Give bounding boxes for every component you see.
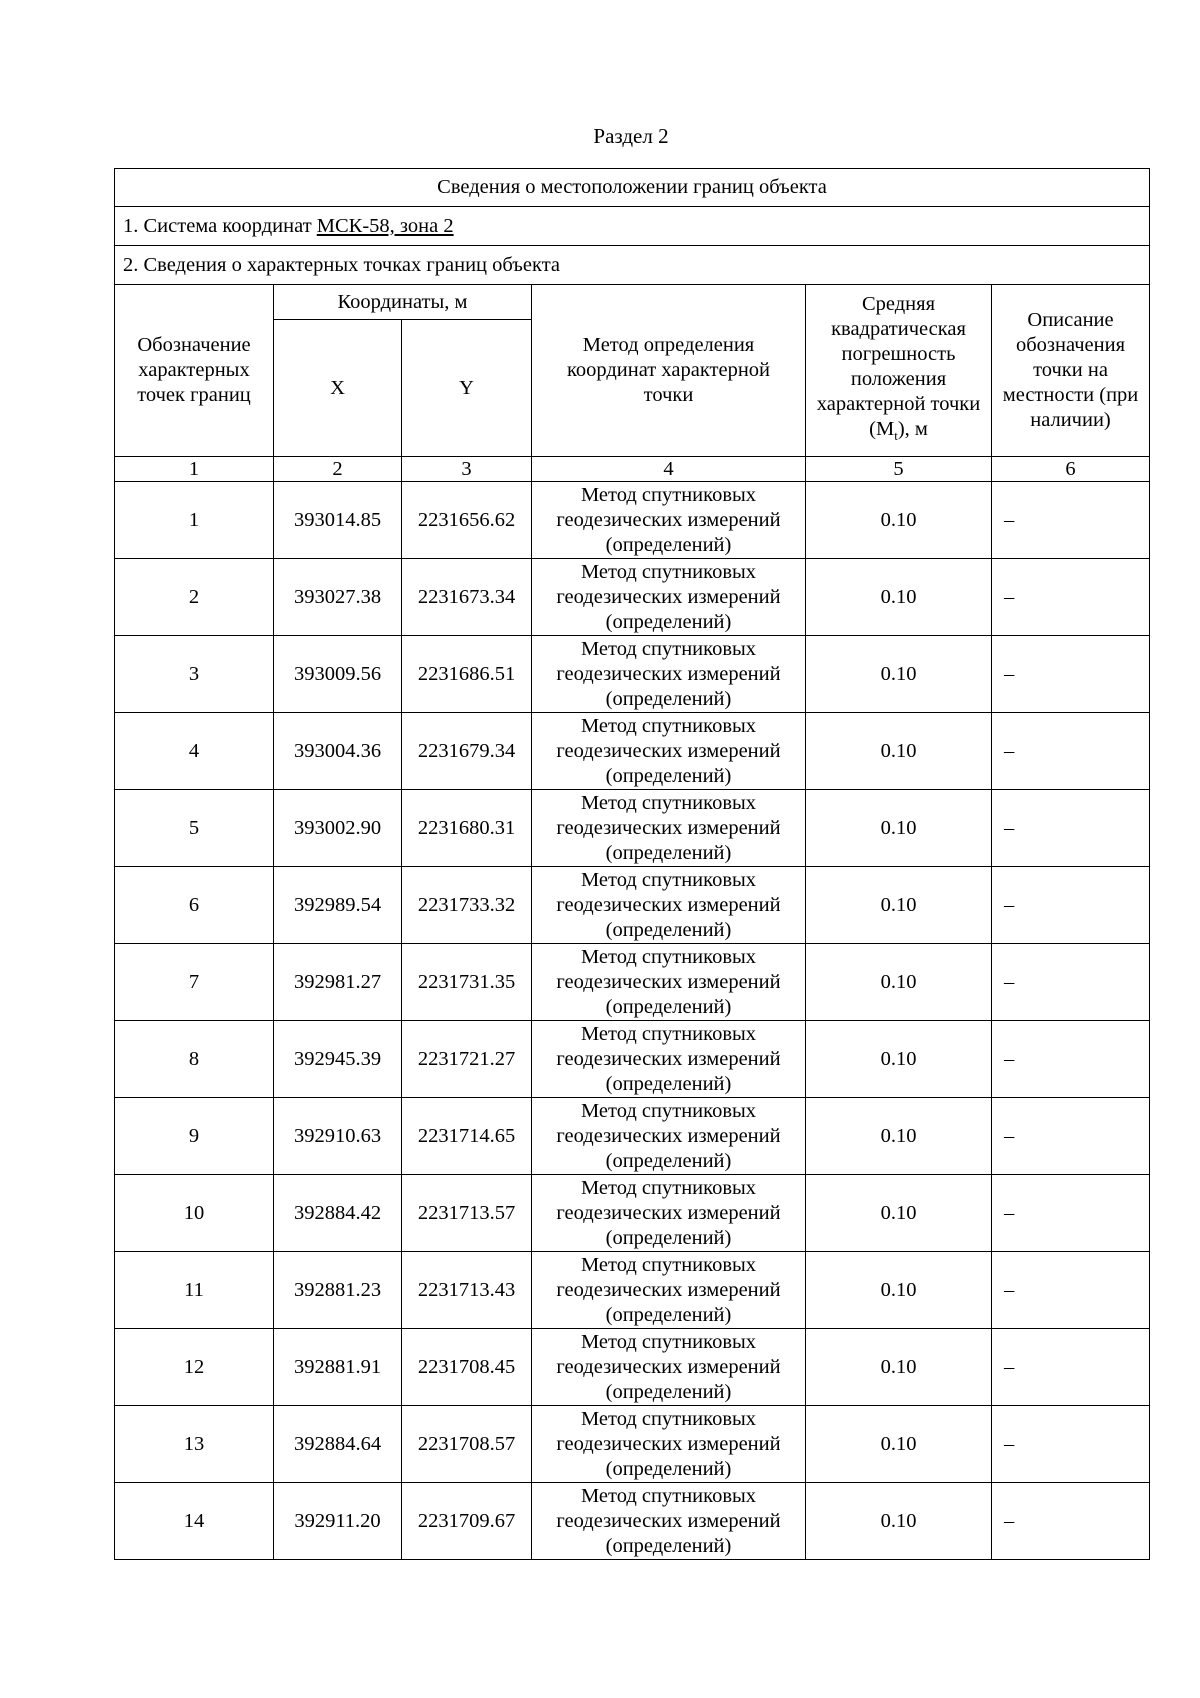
boundary-points-table	[114, 168, 1150, 1560]
cell-method: Метод спутниковых геодезических измерений (определений)	[532, 559, 806, 636]
header-x: X	[274, 320, 402, 457]
cell-description: –	[992, 867, 1150, 944]
cell-y: 2231680.31	[402, 790, 532, 867]
cell-y: 2231721.27	[402, 1021, 532, 1098]
cell-x: 392981.27	[274, 944, 402, 1021]
cell-description: –	[992, 636, 1150, 713]
cell-point-number: 5	[115, 790, 274, 867]
coordinate-system-label: 1. Система координат	[123, 214, 317, 237]
cell-description: –	[992, 790, 1150, 867]
table-caption: Сведения о местоположении границ объекта	[115, 169, 1150, 207]
points-caption: 2. Сведения о характерных точках границ объекта	[115, 246, 1150, 285]
cell-y: 2231713.57	[402, 1175, 532, 1252]
cell-x: 393002.90	[274, 790, 402, 867]
cell-error: 0.10	[806, 1175, 992, 1252]
cell-point-number: 14	[115, 1483, 274, 1560]
cell-y: 2231708.57	[402, 1406, 532, 1483]
cell-description: –	[992, 1406, 1150, 1483]
cell-error: 0.10	[806, 1329, 992, 1406]
cell-method: Метод спутниковых геодезических измерений (определений)	[532, 1021, 806, 1098]
cell-method: Метод спутниковых геодезических измерений (определений)	[532, 1406, 806, 1483]
header-coordinates: Координаты, м	[274, 285, 532, 320]
table-row	[115, 1406, 1150, 1483]
table-row	[115, 559, 1150, 636]
cell-description: –	[992, 482, 1150, 559]
cell-method: Метод спутниковых геодезических измерений (определений)	[532, 944, 806, 1021]
cell-x: 392989.54	[274, 867, 402, 944]
cell-description: –	[992, 1021, 1150, 1098]
cell-point-number: 13	[115, 1406, 274, 1483]
cell-description: –	[992, 1483, 1150, 1560]
cell-x: 392884.64	[274, 1406, 402, 1483]
cell-x: 392945.39	[274, 1021, 402, 1098]
cell-point-number: 3	[115, 636, 274, 713]
table-row	[115, 1483, 1150, 1560]
cell-description: –	[992, 1098, 1150, 1175]
cell-point-number: 7	[115, 944, 274, 1021]
cell-error: 0.10	[806, 944, 992, 1021]
cell-x: 392881.23	[274, 1252, 402, 1329]
cell-y: 2231673.34	[402, 559, 532, 636]
cell-method: Метод спутниковых геодезических измерений (определений)	[532, 1252, 806, 1329]
cell-x: 392881.91	[274, 1329, 402, 1406]
table-row	[115, 1021, 1150, 1098]
cell-y: 2231708.45	[402, 1329, 532, 1406]
table-row	[115, 1098, 1150, 1175]
cell-x: 393027.38	[274, 559, 402, 636]
table-row	[115, 1252, 1150, 1329]
header-error-text: Средняя квадратическая погрешность положения характерной точки (M	[816, 293, 981, 441]
column-number: 6	[992, 457, 1150, 482]
cell-x: 392884.42	[274, 1175, 402, 1252]
cell-y: 2231731.35	[402, 944, 532, 1021]
cell-method: Метод спутниковых геодезических измерений (определений)	[532, 636, 806, 713]
cell-y: 2231709.67	[402, 1483, 532, 1560]
cell-method: Метод спутниковых геодезических измерений (определений)	[532, 790, 806, 867]
column-number: 2	[274, 457, 402, 482]
cell-method: Метод спутниковых геодезических измерений (определений)	[532, 1483, 806, 1560]
cell-y: 2231686.51	[402, 636, 532, 713]
cell-error: 0.10	[806, 636, 992, 713]
table-row	[115, 482, 1150, 559]
header-method: Метод определения координат характерной точки	[532, 285, 806, 457]
coordinate-system-line	[115, 207, 1150, 246]
header-point-designation: Обозначение характерных точек границ	[115, 285, 274, 457]
cell-method: Метод спутниковых геодезических измерений (определений)	[532, 867, 806, 944]
header-error-subscript: t	[894, 428, 898, 444]
cell-description: –	[992, 944, 1150, 1021]
table-row	[115, 1329, 1150, 1406]
cell-x: 392910.63	[274, 1098, 402, 1175]
cell-point-number: 9	[115, 1098, 274, 1175]
cell-x: 392911.20	[274, 1483, 402, 1560]
cell-method: Метод спутниковых геодезических измерений (определений)	[532, 482, 806, 559]
cell-description: –	[992, 1175, 1150, 1252]
cell-method: Метод спутниковых геодезических измерений (определений)	[532, 713, 806, 790]
cell-point-number: 10	[115, 1175, 274, 1252]
header-y: Y	[402, 320, 532, 457]
column-number: 4	[532, 457, 806, 482]
cell-point-number: 4	[115, 713, 274, 790]
cell-point-number: 6	[115, 867, 274, 944]
cell-y: 2231656.62	[402, 482, 532, 559]
cell-point-number: 1	[115, 482, 274, 559]
cell-description: –	[992, 1252, 1150, 1329]
table-row	[115, 636, 1150, 713]
table-row	[115, 867, 1150, 944]
cell-method: Метод спутниковых геодезических измерений (определений)	[532, 1098, 806, 1175]
cell-error: 0.10	[806, 1483, 992, 1560]
cell-y: 2231679.34	[402, 713, 532, 790]
column-number: 3	[402, 457, 532, 482]
cell-y: 2231714.65	[402, 1098, 532, 1175]
table-row	[115, 713, 1150, 790]
cell-error: 0.10	[806, 713, 992, 790]
cell-point-number: 2	[115, 559, 274, 636]
column-numbers-row	[115, 457, 1150, 482]
cell-point-number: 8	[115, 1021, 274, 1098]
cell-point-number: 11	[115, 1252, 274, 1329]
table-row	[115, 790, 1150, 867]
cell-x: 393004.36	[274, 713, 402, 790]
header-error	[806, 285, 992, 457]
cell-error: 0.10	[806, 1406, 992, 1483]
header-description: Описание обозначения точки на местности (при наличии)	[992, 285, 1150, 457]
table-row	[115, 1175, 1150, 1252]
cell-error: 0.10	[806, 1252, 992, 1329]
column-number: 1	[115, 457, 274, 482]
cell-error: 0.10	[806, 867, 992, 944]
table-row	[115, 944, 1150, 1021]
cell-method: Метод спутниковых геодезических измерений (определений)	[532, 1175, 806, 1252]
cell-error: 0.10	[806, 559, 992, 636]
cell-error: 0.10	[806, 1098, 992, 1175]
header-error-unit: ), м	[897, 418, 928, 441]
cell-method: Метод спутниковых геодезических измерений (определений)	[532, 1329, 806, 1406]
cell-y: 2231713.43	[402, 1252, 532, 1329]
cell-error: 0.10	[806, 790, 992, 867]
cell-description: –	[992, 713, 1150, 790]
cell-description: –	[992, 1329, 1150, 1406]
column-number: 5	[806, 457, 992, 482]
cell-description: –	[992, 559, 1150, 636]
section-title: Раздел 2	[593, 124, 669, 148]
cell-y: 2231733.32	[402, 867, 532, 944]
cell-x: 393014.85	[274, 482, 402, 559]
cell-error: 0.10	[806, 482, 992, 559]
coordinate-system-value: МСК-58, зона 2	[316, 214, 454, 237]
cell-x: 393009.56	[274, 636, 402, 713]
cell-error: 0.10	[806, 1021, 992, 1098]
cell-point-number: 12	[115, 1329, 274, 1406]
